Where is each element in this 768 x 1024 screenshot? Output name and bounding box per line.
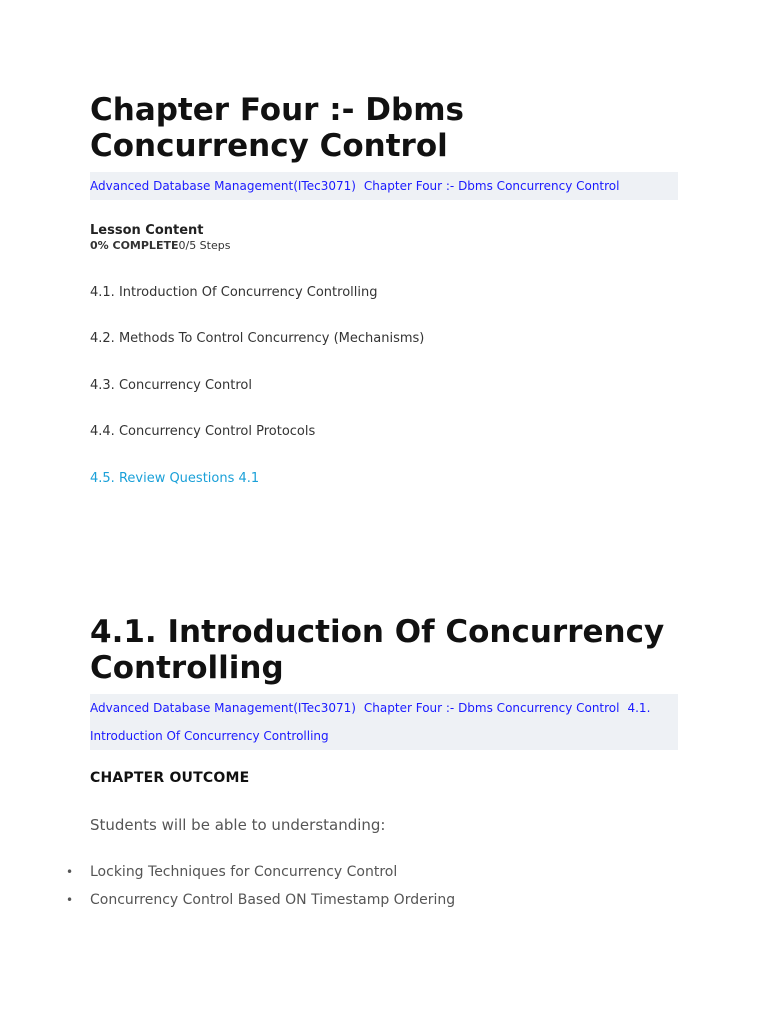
lesson-content xyxy=(90,223,678,253)
lesson-step-4-2[interactable]: 4.2. Methods To Control Concurrency (Mechanisms) xyxy=(90,331,425,346)
outcome-lead: Students will be able to understanding: xyxy=(90,816,386,834)
bullet-icon: • xyxy=(66,865,74,879)
bullet-icon: • xyxy=(66,893,74,907)
topic-breadcrumb xyxy=(90,694,678,750)
topic-section xyxy=(90,614,678,686)
list-item xyxy=(66,858,455,886)
page-title: Chapter Four :- Dbms Concurrency Control xyxy=(90,92,464,164)
topic-title: 4.1. Introduction Of Concurrency Controlling xyxy=(90,614,665,686)
topic-breadcrumb-chapter[interactable]: Chapter Four :- Dbms Concurrency Control xyxy=(363,701,620,715)
lesson-step-4-3[interactable]: 4.3. Concurrency Control xyxy=(90,378,252,393)
breadcrumb-course[interactable]: Advanced Database Management(ITec3071) xyxy=(90,179,356,193)
list-item xyxy=(66,886,456,914)
chapter-outcome-heading: CHAPTER OUTCOME xyxy=(90,770,250,786)
lesson-step-4-4[interactable]: 4.4. Concurrency Control Protocols xyxy=(90,424,316,439)
breadcrumb-chapter[interactable]: Chapter Four :- Dbms Concurrency Control xyxy=(363,179,620,193)
progress-status xyxy=(90,239,678,253)
list-item-text: Concurrency Control Based ON Timestamp Ordering xyxy=(90,892,456,908)
list-item-text: Locking Techniques for Concurrency Control xyxy=(90,864,398,880)
chapter-section xyxy=(90,92,678,164)
lesson-step-4-1[interactable]: 4.1. Introduction Of Concurrency Controlling xyxy=(90,285,378,300)
outcome-list xyxy=(66,858,456,914)
topic-breadcrumb-course[interactable]: Advanced Database Management(ITec3071) xyxy=(90,701,356,715)
progress-percent: 0% COMPLETE xyxy=(90,239,179,252)
breadcrumb xyxy=(90,172,678,200)
lesson-step-list xyxy=(90,284,678,494)
topic-breadcrumb-lesson[interactable]: 4.1. Introduction Of Concurrency Controlling xyxy=(90,701,651,743)
lesson-content-heading: Lesson Content xyxy=(90,223,204,238)
lesson-step-4-5[interactable]: 4.5. Review Questions 4.1 xyxy=(90,471,260,486)
progress-steps: 0/5 Steps xyxy=(178,239,231,252)
